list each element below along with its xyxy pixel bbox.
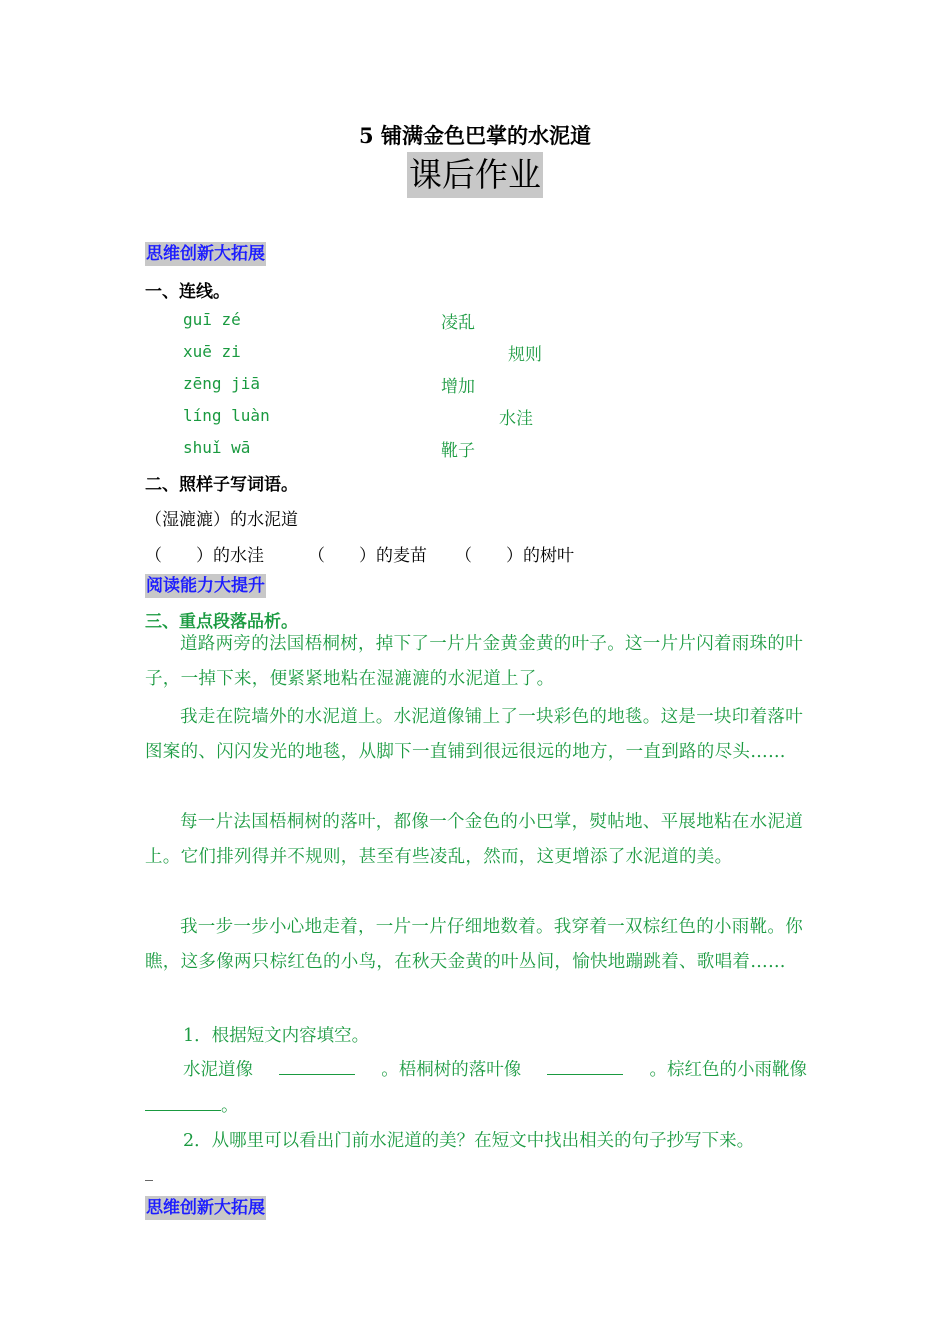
pinyin-item: líng luàn xyxy=(183,406,270,425)
fill-in-line xyxy=(183,1056,807,1081)
passage-paragraph: 我一步一步小心地走着，一片一片仔细地数着。我穿着一双棕红色的小雨靴。你瞧，这多像两只棕红色的小鸟，在秋天金黄的叶丛间，愉快地蹦跳着、歌唱着…… xyxy=(145,917,803,972)
fill-text: 。 xyxy=(221,1096,239,1116)
page-title: 5 铺满金色巴掌的水泥道 xyxy=(359,123,591,148)
heading-passage-analysis: 三、重点段落品析。 xyxy=(145,612,298,632)
question-1: 1．根据短文内容填空。 xyxy=(183,1026,370,1046)
word-item: 水洼 xyxy=(499,409,533,429)
example-phrase: （湿漉漉）的水泥道 xyxy=(145,510,298,530)
page-subtitle: 课后作业 xyxy=(407,152,543,198)
answer-blank[interactable] xyxy=(547,1056,623,1075)
word-item: 增加 xyxy=(441,377,475,397)
word-item: 凌乱 xyxy=(441,313,475,333)
fill-text: 水泥道像 xyxy=(183,1060,253,1080)
phrase-blank: （ ）的水洼 xyxy=(145,546,264,566)
fill-text: 。梧桐树的落叶像 xyxy=(381,1060,522,1080)
section-banner-thinking: 思维创新大拓展 xyxy=(146,244,265,264)
heading-matching: 一、连线。 xyxy=(145,282,230,302)
question-2: 2．从哪里可以看出门前水泥道的美？在短文中找出相关的句子抄写下来。 xyxy=(183,1131,755,1151)
passage-paragraph: 我走在院墙外的水泥道上。水泥道像铺上了一块彩色的地毯。这是一块印着落叶图案的、闪闪发光的地毯，从脚下一直铺到很远很远的地方，一直到路的尽头…… xyxy=(145,707,803,762)
phrase-blank: （ ）的麦苗 xyxy=(308,546,427,566)
subtitle-wrap xyxy=(0,152,950,198)
fill-text: 。棕红色的小雨靴像 xyxy=(649,1060,807,1080)
section-banner-reading: 阅读能力大提升 xyxy=(146,576,265,596)
passage-paragraph: 道路两旁的法国梧桐树，掉下了一片片金黄金黄的叶子。这一片片闪着雨珠的叶子，一掉下来，便紧紧地粘在湿漉漉的水泥道上了。 xyxy=(145,634,803,689)
pinyin-item: zēng jiā xyxy=(183,374,261,393)
word-item: 靴子 xyxy=(441,441,475,461)
word-item: 规则 xyxy=(508,345,542,365)
answer-blank[interactable] xyxy=(145,1092,221,1111)
pinyin-item: guī zé xyxy=(183,310,241,329)
answer-blank[interactable] xyxy=(279,1056,355,1075)
fill-in-line-end xyxy=(145,1092,239,1117)
heading-write-words: 二、照样子写词语。 xyxy=(145,475,298,495)
pinyin-item: shuǐ wā xyxy=(183,438,251,457)
phrase-blank: （ ）的树叶 xyxy=(455,546,574,566)
passage-paragraph: 每一片法国梧桐树的落叶，都像一个金色的小巴掌，熨帖地、平展地粘在水泥道上。它们排列得并不规则，甚至有些凌乱，然而，这更增添了水泥道的美。 xyxy=(145,812,803,867)
section-banner-thinking-2: 思维创新大拓展 xyxy=(146,1198,265,1218)
pinyin-item: xuē zi xyxy=(183,342,241,361)
answer-line-mark: _ xyxy=(145,1162,153,1181)
